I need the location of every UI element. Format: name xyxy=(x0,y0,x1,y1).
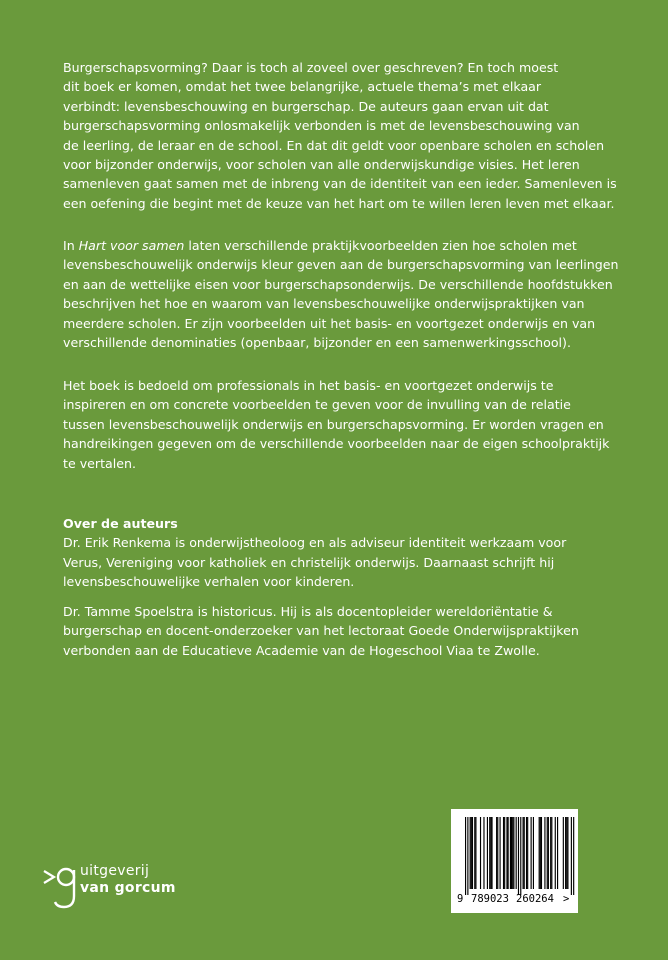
barcode-bar xyxy=(571,817,572,895)
barcode-bar xyxy=(496,817,497,889)
authors-section xyxy=(63,514,623,592)
text-line: Dr. Tamme Spoelstra is historicus. Hij is als docentopleider wereldoriëntatie & xyxy=(63,604,553,619)
barcode-bar xyxy=(565,817,566,889)
barcode-bar xyxy=(566,817,567,889)
text-line: de leerling, de leraar en de school. En dat dit geldt voor openbare scholen en scholen xyxy=(63,137,605,153)
barcode-bar xyxy=(491,817,492,889)
text-line: beschrijven het hoe en waarom van levensbeschouwelijke onderwijspraktijken van xyxy=(63,296,585,312)
text-line: verbindt: levensbeschouwing en burgerschap. De auteurs gaan ervan uit dat xyxy=(63,98,549,114)
vg-logo-icon xyxy=(42,862,82,912)
blurb-paragraph-2 xyxy=(63,236,623,352)
text-line: burgerschap en docent-onderzoeker van het lectoraat Goede Onderwijspraktijken xyxy=(63,623,579,639)
barcode-bar xyxy=(489,817,490,889)
barcode-bar xyxy=(531,817,532,889)
isbn-barcode xyxy=(451,809,578,913)
barcode-bar xyxy=(563,817,564,889)
text-line: levensbeschouwelijke verhalen voor kinderen. xyxy=(63,574,355,590)
barcode-bar xyxy=(540,817,541,889)
barcode-bar xyxy=(573,817,574,895)
barcode-digit-lead: 9 xyxy=(457,893,464,905)
barcode-bar xyxy=(539,817,540,889)
barcode-bar xyxy=(474,817,475,889)
barcode-bar xyxy=(533,817,534,889)
barcode-bar xyxy=(523,817,524,889)
barcode-bar xyxy=(508,817,509,889)
text-line: handreikingen gegeven om de verschillende voorbeelden naar de eigen schoolpraktijk xyxy=(63,436,610,452)
barcode-bar xyxy=(500,817,501,889)
barcode-bar xyxy=(506,817,507,889)
barcode-bar xyxy=(550,817,551,889)
authors-heading: Over de auteurs xyxy=(63,516,178,531)
publisher-line-2: van gorcum xyxy=(80,880,176,896)
text-line: Burgerschapsvorming? Daar is toch al zoveel over geschreven? En toch moest xyxy=(63,60,559,75)
text-line: voor bijzonder onderwijs, voor scholen van alle onderwijskundige visies. Het leren xyxy=(63,157,580,173)
barcode-bar xyxy=(555,817,556,889)
publisher-line-1: uitgeverij xyxy=(80,863,150,879)
barcode-digit-group-1: 789023 xyxy=(471,893,509,905)
barcode-bar xyxy=(510,817,511,889)
barcode-bar xyxy=(527,817,528,889)
barcode-bar xyxy=(544,817,545,889)
barcode-bar xyxy=(548,817,549,889)
text-line: inspireren en om concrete voorbeelden te geven voor de invulling van de relatie xyxy=(63,397,571,413)
barcode-bar xyxy=(470,817,471,889)
barcode-bars xyxy=(451,809,578,895)
text-line xyxy=(63,236,623,255)
text-line: meerdere scholen. Er zijn voorbeelden uit het basis- en voortgezet onderwijs en van xyxy=(63,315,596,331)
barcode-bar xyxy=(516,817,517,889)
barcode-bar xyxy=(490,817,491,889)
barcode-bar xyxy=(512,817,513,889)
barcode-bar xyxy=(503,817,504,889)
barcode-digit-group-2: 260264 xyxy=(516,893,554,905)
barcode-bar xyxy=(467,817,468,895)
barcode-bar xyxy=(504,817,505,889)
barcode-digits xyxy=(451,893,578,909)
barcode-digit-marker: > xyxy=(563,893,570,905)
text-segment: laten verschillende praktijkvoorbeelden zien hoe scholen met xyxy=(184,238,577,253)
barcode-bar xyxy=(557,817,558,889)
barcode-bar xyxy=(472,817,473,889)
text-line: tussen levensbeschouwelijk onderwijs en burgerschapsvorming. Er worden vragen en xyxy=(63,416,604,432)
barcode-bar xyxy=(483,817,484,889)
text-line: te vertalen. xyxy=(63,455,136,471)
barcode-bar xyxy=(471,817,472,889)
barcode-bar xyxy=(465,817,466,895)
text-line: samenleven gaat samen met de inbreng van de identiteit van een ieder. Samenleven is xyxy=(63,176,617,192)
barcode-bar xyxy=(526,817,527,889)
barcode-bar xyxy=(541,817,542,889)
blurb-paragraph-3 xyxy=(63,376,623,473)
barcode-bar xyxy=(547,817,548,889)
text-line: Dr. Erik Renkema is onderwijstheoloog en als adviseur identiteit werkzaam voor xyxy=(63,535,567,551)
text-line: en aan de wettelijke eisen voor burgerschapsonderwijs. De verschillende hoofdstukken xyxy=(63,276,613,292)
barcode-bar xyxy=(513,817,514,889)
text-line: een oefening die begint met de keuze van het hart om te willen leren leven met elkaar. xyxy=(63,195,615,211)
text-line: dit boek er komen, omdat het twee belangrijke, actuele thema’s met elkaar xyxy=(63,79,542,95)
text-line: levensbeschouwelijk onderwijs kleur geven aan de burgerschapsvorming van leerlingen xyxy=(63,257,619,273)
barcode-bar xyxy=(511,817,512,889)
barcode-bar xyxy=(487,817,488,889)
text-line: verbonden aan de Educatieve Academie van de Hogeschool Viaa te Zwolle. xyxy=(63,642,540,658)
book-title: Hart voor samen xyxy=(78,238,185,253)
text-line: burgerschapsvorming onlosmakelijk verbonden is met de levensbeschouwing van xyxy=(63,118,580,134)
barcode-bar xyxy=(480,817,481,889)
author-2-bio xyxy=(63,602,623,660)
barcode-bar xyxy=(567,817,568,889)
text-line: Het boek is bedoeld om professionals in het basis- en voortgezet onderwijs te xyxy=(63,378,554,393)
publisher-logo xyxy=(42,862,182,914)
text-segment: In xyxy=(63,238,79,253)
barcode-bar xyxy=(520,817,521,895)
barcode-bar xyxy=(475,817,476,889)
barcode-bar xyxy=(497,817,498,889)
barcode-bar xyxy=(518,817,519,895)
blurb-paragraph-1 xyxy=(63,58,623,213)
barcode-bar xyxy=(524,817,525,889)
barcode-bar xyxy=(551,817,552,889)
text-line: Verus, Vereniging voor katholiek en christelijk onderwijs. Daarnaast schrijft hij xyxy=(63,554,555,570)
text-line: verschillende denominaties (openbaar, bijzonder en een samenwerkingsschool). xyxy=(63,335,571,351)
